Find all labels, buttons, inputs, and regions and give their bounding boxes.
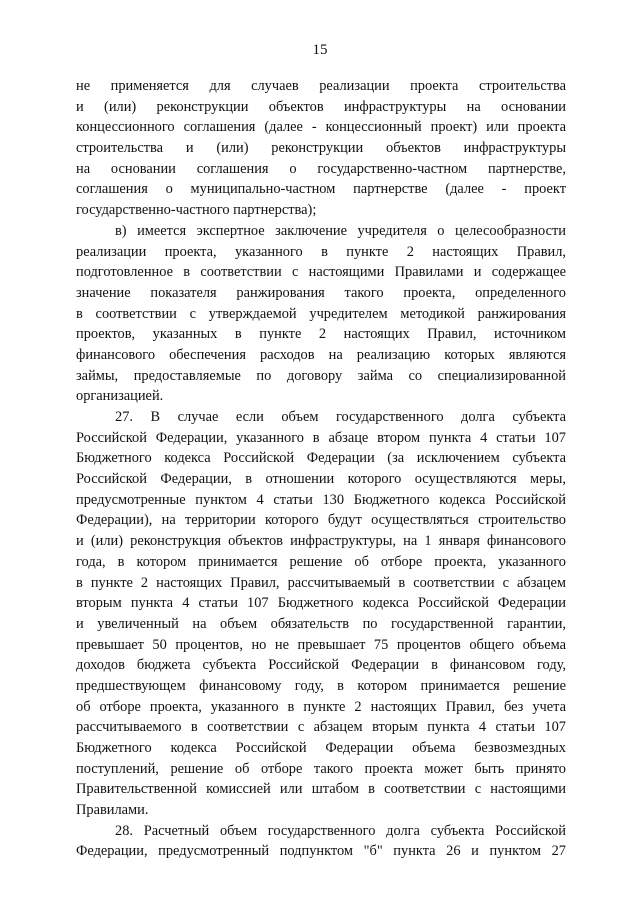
- text-line: поступлений, решение об отборе такого проекта может быть принято: [76, 760, 566, 777]
- text-line: Российской Федерации, в отношении которого осуществляются меры,: [76, 471, 566, 488]
- page-number: 15: [312, 42, 328, 58]
- text-line: Правилами.: [76, 802, 149, 819]
- text-line: 27. В случае если объем государственного долга субъекта: [115, 409, 566, 425]
- text-line: займы, предоставляемые по договору займа со специализированной: [76, 367, 566, 384]
- text-line: об отборе проекта, указанного в пункте 2 настоящих Правил, без учета: [76, 698, 566, 715]
- text-line: и увеличенный на объем обязательств по государственной гарантии,: [76, 615, 566, 632]
- text-line: финансового обеспечения расходов на реализацию которых являются: [76, 346, 566, 363]
- text-line: доходов бюджета субъекта Российской Федерации в финансовом году,: [76, 657, 566, 674]
- text-line: Российской Федерации, указанного в абзаце втором пункта 4 статьи 107: [76, 429, 566, 446]
- text-line: не применяется для случаев реализации проекта строительства: [76, 78, 566, 94]
- text-line: строительства и (или) реконструкции объектов инфраструктуры: [76, 140, 566, 157]
- text-line: рассчитываемого в соответствии с абзацем вторым пункта 4 статьи 107: [76, 719, 566, 736]
- text-line: подготовленное в соответствии с настоящими Правилами и содержащее: [76, 264, 566, 281]
- text-line: года, в котором принимается решение об отборе проекта, указанного: [76, 553, 566, 570]
- text-line: Бюджетного кодекса Российской Федерации объема безвозмездных: [76, 740, 566, 756]
- text-line: в пункте 2 настоящих Правил, рассчитываемый в соответствии с абзацем: [76, 574, 566, 591]
- text-line: Бюджетного кодекса Российской Федерации (за исключением субъекта: [76, 450, 566, 467]
- text-line: на основании соглашения о государственно-частном партнерстве,: [76, 160, 566, 177]
- text-line: проектов, указанных в пункте 2 настоящих Правил, источником: [76, 326, 566, 343]
- text-line: вторым пункта 4 статьи 107 Бюджетного кодекса Российской Федерации: [76, 595, 566, 612]
- text-line: предусмотренные пунктом 4 статьи 130 Бюджетного кодекса Российской: [76, 491, 566, 508]
- text-line: в соответствии с утверждаемой учредителем методикой ранжирования: [76, 305, 566, 322]
- text-line: превышает 50 процентов, но не превышает 75 процентов общего объема: [76, 636, 566, 653]
- text-line: Федерации), на территории которого будут осуществляться строительство: [76, 512, 566, 529]
- text-line: соглашения о муниципально-частном партнерстве (далее - проект: [76, 181, 566, 198]
- text-line: реализации проекта, указанного в пункте 2 настоящих Правил,: [76, 243, 566, 260]
- text-line: в) имеется экспертное заключение учредителя о целесообразности: [115, 222, 566, 239]
- text-line: предшествующем финансовому году, в котором принимается решение: [76, 677, 566, 694]
- text-line: Федерации, предусмотренный подпунктом "б" пункта 26 и пунктом 27: [76, 843, 566, 860]
- document-body: [76, 76, 566, 862]
- text-line: концессионного соглашения (далее - концессионный проект) или проекта: [76, 119, 566, 136]
- text-line: государственно-частного партнерства);: [76, 202, 317, 219]
- text-line: и (или) реконструкция объектов инфраструктуры, на 1 января финансового: [76, 533, 566, 550]
- text-line: Правительственной комиссией или штабом в соответствии с настоящими: [76, 781, 566, 798]
- text-line: 28. Расчетный объем государственного долга субъекта Российской: [115, 822, 566, 839]
- text-line: значение показателя ранжирования такого проекта, определенного: [76, 284, 566, 301]
- text-line: организацией.: [76, 388, 164, 405]
- text-line: и (или) реконструкции объектов инфраструктуры на основании: [76, 98, 566, 115]
